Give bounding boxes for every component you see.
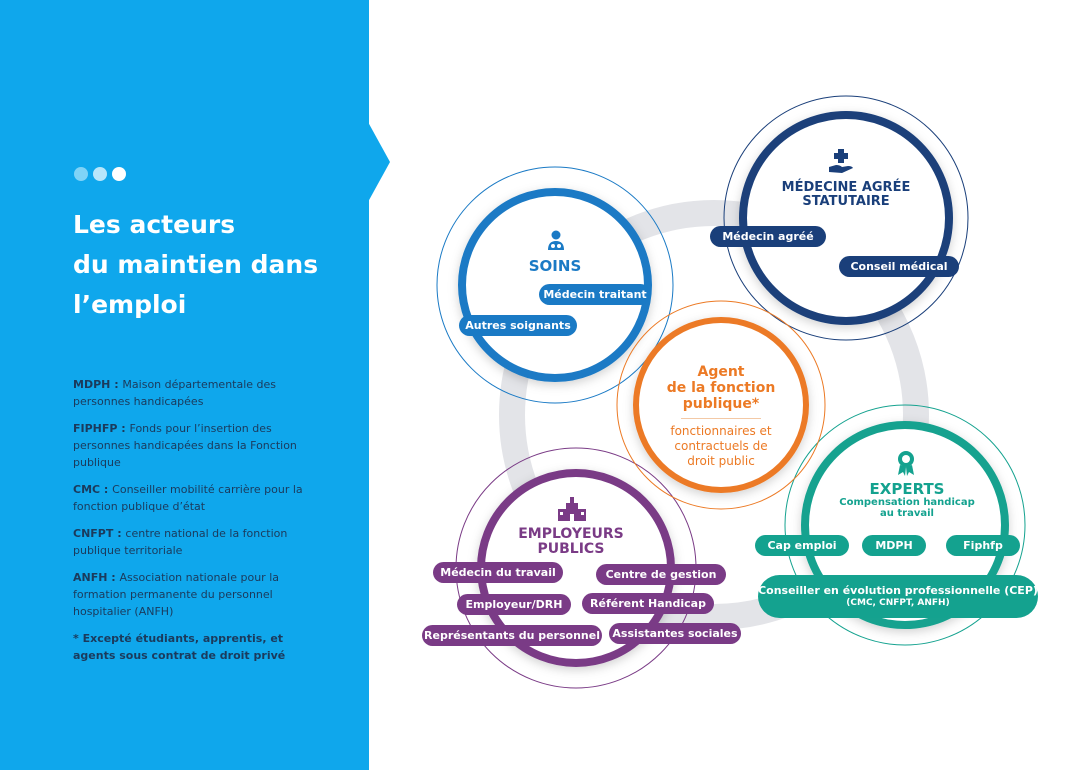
agent-sub-line: fonctionnaires et (670, 424, 772, 438)
glossary-item (73, 525, 323, 559)
glossary-abbr: FIPHFP (73, 422, 118, 435)
experts-subtitle-line: au travail (880, 507, 934, 519)
glossary-text: Maison départementale des personnes handicapées (73, 378, 277, 408)
pill-employeur-drh: Employeur/DRH (457, 594, 571, 615)
glossary-abbr: CMC (73, 483, 101, 496)
soins-title: SOINS (528, 257, 582, 275)
page-title (73, 205, 363, 325)
glossary-item (73, 569, 323, 620)
glossary-sep: : (117, 422, 130, 435)
glossary-item (73, 376, 323, 410)
pill-referent-handicap: Référent Handicap (582, 593, 714, 614)
sidebar-panel (0, 0, 369, 770)
pill-representants-du-personnel: Représentants du personnel (422, 625, 602, 646)
pill-cep (758, 575, 1038, 618)
decorative-dots (74, 167, 126, 181)
medecine-title (756, 181, 936, 208)
glossary-text: centre national de la fonction publique territoriale (73, 527, 288, 557)
award-icon (895, 450, 917, 476)
pill-medecin-agree: Médecin agréé (710, 226, 826, 247)
experts-subtitle (827, 498, 987, 519)
pill-cap-emploi: Cap emploi (755, 535, 849, 556)
agent-title-line: publique* (682, 396, 760, 412)
footnote: * Excepté étudiants, apprentis, et agents sous contrat de droit privé (73, 632, 286, 662)
glossary-item (73, 481, 323, 515)
agent-title (651, 364, 791, 412)
glossary-text: Fonds pour l’insertion des personnes handicapées dans la Fonction publique (73, 422, 297, 469)
glossary-text: Association nationale pour la formation permanente du personnel hospitalier (ANFH) (73, 571, 279, 618)
glossary (73, 376, 323, 664)
title-line: Les acteurs (73, 210, 236, 239)
agent-sub-line: droit public (687, 454, 755, 468)
medecine-title-line: STATUTAIRE (802, 193, 890, 209)
doctor-icon (545, 229, 567, 251)
glossary-abbr: ANFH (73, 571, 108, 584)
hand-cross-icon (828, 148, 854, 174)
dot-icon (93, 167, 107, 181)
title-line: l’emploi (73, 290, 187, 319)
pill-fiphfp: Fiphfp (946, 535, 1020, 556)
medecine-title-line: MÉDECINE AGRÉE (781, 180, 911, 195)
agent-title-line: Agent (697, 364, 745, 380)
pill-assistantes-sociales: Assistantes sociales (609, 623, 741, 644)
experts-subtitle-line: Compensation handicap (839, 497, 975, 508)
pill-medecin-du-travail: Médecin du travail (433, 562, 563, 583)
glossary-abbr: CNFPT (73, 527, 114, 540)
title-line: du maintien dans (73, 250, 319, 279)
glossary-sep: : (107, 571, 120, 584)
agent-subtitle (651, 424, 791, 469)
actors-diagram (369, 0, 1090, 770)
pill-autres-soignants: Autres soignants (459, 315, 577, 336)
dot-icon (74, 167, 88, 181)
pill-mdph: MDPH (862, 535, 926, 556)
experts-title: EXPERTS (869, 480, 945, 498)
glossary-sep: : (110, 378, 123, 391)
glossary-text: Conseiller mobilité carrière pour la fonction publique d’état (73, 483, 303, 513)
glossary-abbr: MDPH (73, 378, 111, 391)
employeurs-title-line: PUBLICS (537, 540, 605, 557)
building-icon (557, 497, 587, 521)
glossary-sep: : (100, 483, 113, 496)
pill-medecin-traitant: Médecin traitant (539, 284, 651, 305)
agent-divider (681, 418, 761, 419)
glossary-sep: : (113, 527, 126, 540)
agent-sub-line: contractuels de (674, 439, 768, 453)
agent-title-line: de la fonction (666, 380, 776, 396)
glossary-item (73, 420, 323, 471)
medecine-circle (743, 115, 949, 321)
cep-line1: Conseiller en évolution professionnelle (CEP) (758, 584, 1038, 597)
pill-centre-de-gestion: Centre de gestion (596, 564, 726, 585)
pill-conseil-medical: Conseil médical (839, 256, 959, 277)
employeurs-title-line: EMPLOYEURS (518, 526, 624, 542)
dot-icon (112, 167, 126, 181)
cep-line2: (CMC, CNFPT, ANFH) (846, 598, 950, 608)
employeurs-title (496, 527, 646, 556)
